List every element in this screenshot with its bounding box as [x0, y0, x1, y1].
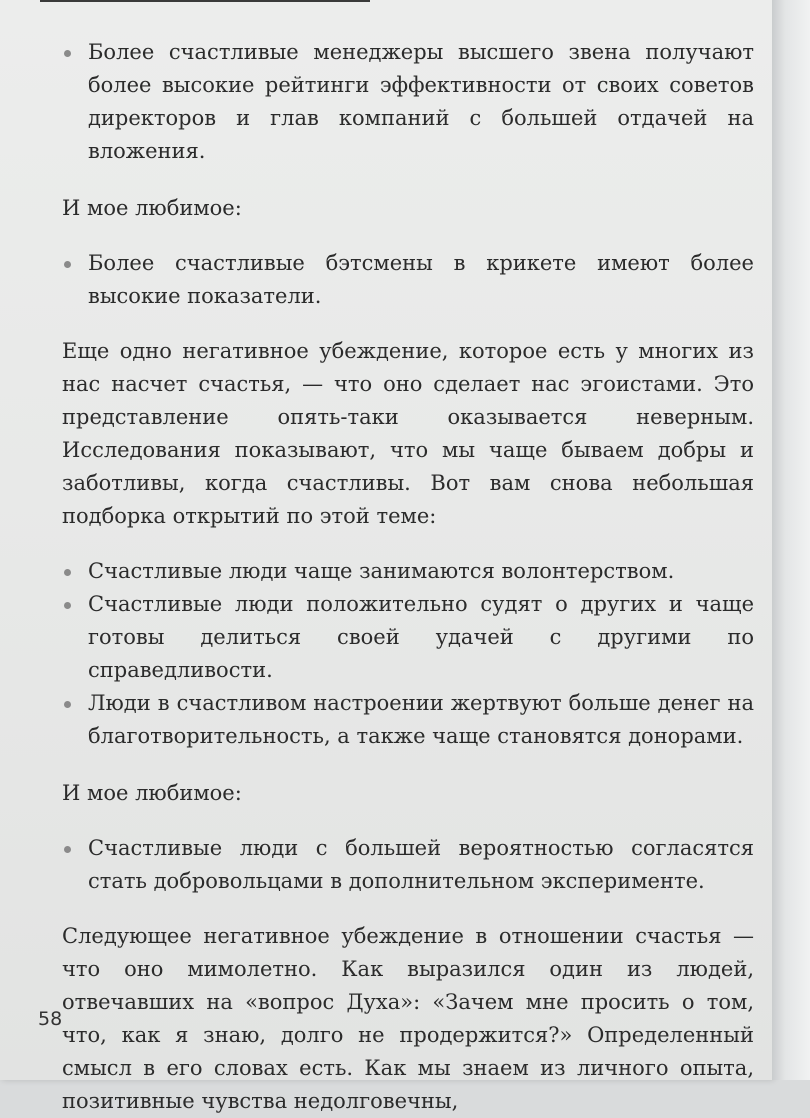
list-item: [62, 247, 754, 313]
bullet-icon: [64, 602, 71, 609]
list-item: [62, 36, 754, 168]
bullet-icon: [64, 50, 71, 57]
list-item: [62, 555, 754, 588]
bullet-text: Более счастливые менеджеры высшего звена получают более высокие рейтинги эффективности от своих советов директоров и глав компаний с большей отдачей на вложения.: [88, 40, 754, 163]
page-edge: [772, 0, 810, 1080]
bullet-text: Более счастливые бэтсмены в крикете имеют более высокие показатели.: [88, 251, 754, 308]
favorite-intro: И мое любимое:: [62, 781, 242, 805]
top-rule: [40, 0, 370, 2]
bullet-list: [62, 36, 754, 168]
page-number: 58: [38, 1008, 63, 1030]
bullet-icon: [64, 569, 71, 576]
bullet-text: Счастливые люди чаще занимаются волонтерством.: [88, 559, 675, 583]
bullet-text: Счастливые люди положительно судят о других и чаще готовы делиться своей удачей с другими по справедливости.: [88, 592, 754, 682]
bullet-text: Счастливые люди с большей вероятностью согласятся стать добровольцами в дополнительном эксперименте.: [88, 836, 754, 893]
bullet-icon: [64, 701, 71, 708]
list-item: [62, 687, 754, 753]
bullet-list: [62, 555, 754, 753]
body-paragraph: Еще одно негативное убеждение, которое есть у многих из нас насчет счастья, — что оно сделает нас эгоистами. Это представление опять-таки оказывается неверным. Исследования показывают, что мы чаще бываем добры и заботливы, когда счастливы. Вот вам снова небольшая подборка открытий по этой теме:: [62, 339, 754, 528]
body-paragraph: Следующее негативное убеждение в отношении счастья — что оно мимолетно. Как выразился один из людей, отвечавших на «вопрос Духа»: «Зачем мне просить о том, что, как я знаю, долго не продержится?» Определенный смысл в его словах есть. Как мы знаем из личного опыта, позитивные чувства недолговечны,: [62, 924, 754, 1113]
page-content: [62, 36, 754, 1118]
bullet-list: [62, 832, 754, 898]
bullet-icon: [64, 846, 71, 853]
bullet-list: [62, 247, 754, 313]
bullet-text: Люди в счастливом настроении жертвуют больше денег на благотворительность, а также чаще становятся донорами.: [88, 691, 754, 748]
list-item: [62, 588, 754, 687]
bullet-icon: [64, 261, 71, 268]
favorite-intro: И мое любимое:: [62, 196, 242, 220]
list-item: [62, 832, 754, 898]
